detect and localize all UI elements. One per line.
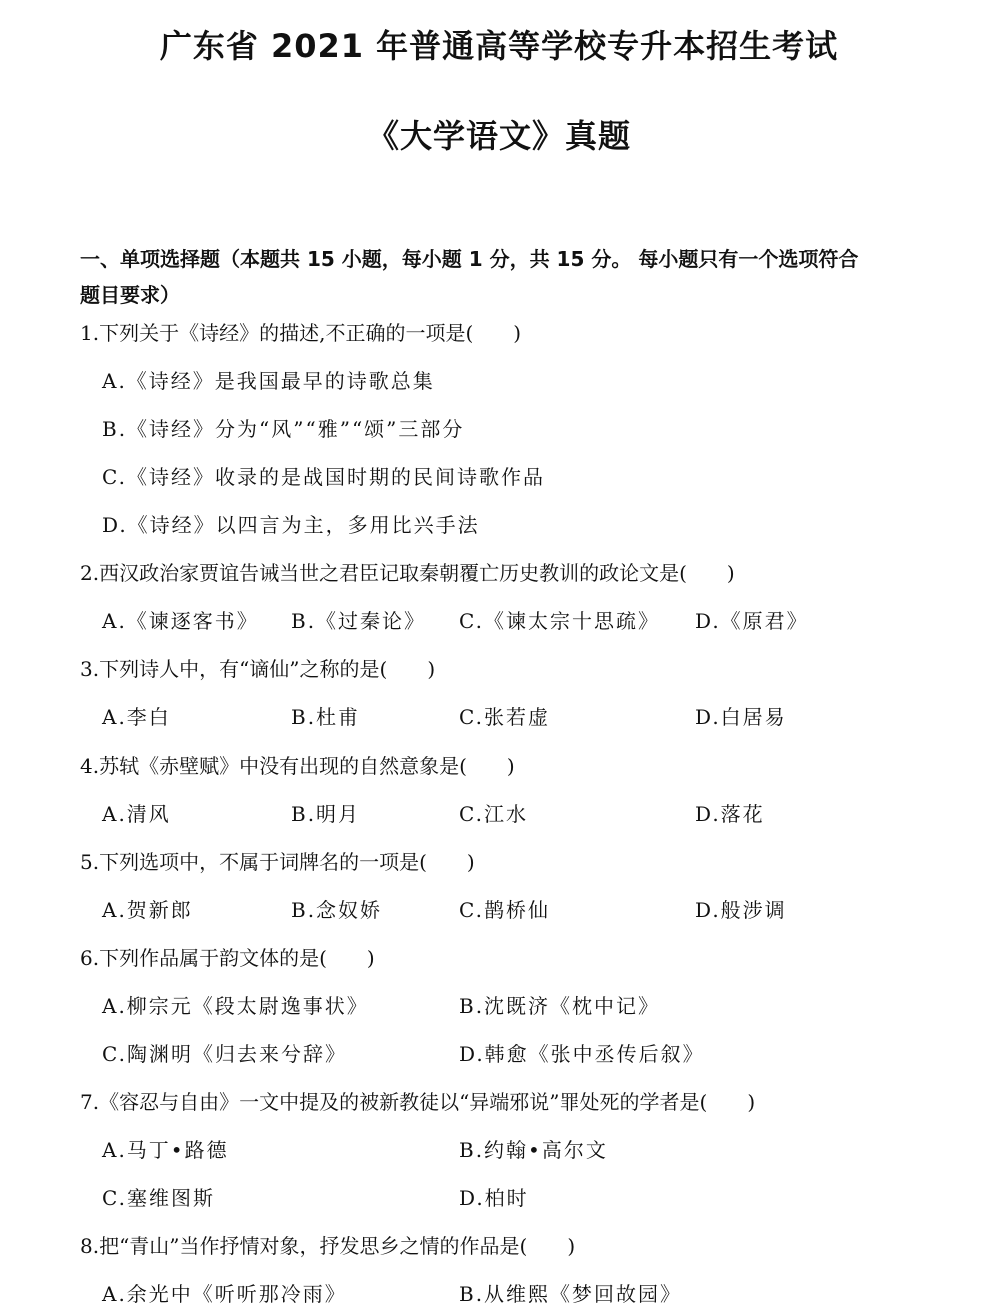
question-5-option-b: B.念奴娇 — [291, 898, 383, 922]
question-4-stem: 4.苏轼《赤壁赋》中没有出现的自然意象是( ) — [80, 754, 515, 778]
question-1-stem: 1.下列关于《诗经》的描述,不正确的一项是( ) — [80, 321, 522, 345]
question-7-option-c: C.塞维图斯 — [102, 1186, 215, 1210]
question-2-stem: 2.西汉政治家贾谊告诫当世之君臣记取秦朝覆亡历史教训的政论文是( ) — [80, 561, 735, 585]
exam-subtitle: 《大学语文》真题 — [366, 117, 631, 155]
question-8-option-a: A.余光中《听听那冷雨》 — [102, 1282, 347, 1306]
question-3-option-a: A.李白 — [102, 705, 171, 729]
question-4-option-b: B.明月 — [291, 802, 361, 826]
question-1-option-b: B.《诗经》分为“风”“雅”“颂”三部分 — [102, 417, 465, 441]
question-6-option-b: B.沈既济《枕中记》 — [459, 994, 661, 1018]
question-3-stem: 3.下列诗人中，有“谪仙”之称的是( ) — [80, 657, 436, 681]
question-2-option-a: A.《谏逐客书》 — [102, 609, 259, 633]
question-6-option-a: A.柳宗元《段太尉逸事状》 — [102, 994, 369, 1018]
question-4-option-c: C.江水 — [459, 802, 528, 826]
exam-title: 广东省 2021 年普通高等学校专升本招生考试 — [159, 27, 839, 65]
question-3-option-d: D.白居易 — [695, 705, 787, 729]
section-heading: 一、单项选择题（本题共 15 小题，每小题 1 分，共 15 分。 每小题只有一个选项符合 — [80, 247, 859, 271]
question-5-option-c: C.鹊桥仙 — [459, 898, 550, 922]
question-3-option-b: B.杜甫 — [291, 705, 361, 729]
question-8-option-b: B.从维熙《梦回故园》 — [459, 1282, 683, 1306]
question-6-option-c: C.陶渊明《归去来兮辞》 — [102, 1042, 347, 1066]
question-6-option-d: D.韩愈《张中丞传后叙》 — [459, 1042, 705, 1066]
question-6-stem: 6.下列作品属于韵文体的是( ) — [80, 946, 375, 970]
question-4-option-d: D.落花 — [695, 802, 765, 826]
question-5-stem: 5.下列选项中，不属于词牌名的一项是( ) — [80, 850, 475, 874]
question-7-option-b: B.约翰•高尔文 — [459, 1138, 608, 1162]
question-5-option-d: D.般涉调 — [695, 898, 787, 922]
question-7-stem: 7.《容忍与自由》一文中提及的被新教徒以“异端邪说”罪处死的学者是( ) — [80, 1090, 756, 1114]
question-1-option-d: D.《诗经》以四言为主，多用比兴手法 — [102, 513, 480, 537]
question-5-option-a: A.贺新郎 — [102, 898, 193, 922]
question-1-option-c: C.《诗经》收录的是战国时期的民间诗歌作品 — [102, 465, 545, 489]
question-4-option-a: A.清风 — [102, 802, 171, 826]
question-8-stem: 8.把“青山”当作抒情对象，抒发思乡之情的作品是( ) — [80, 1234, 576, 1258]
question-7-option-a: A.马丁•路德 — [102, 1138, 229, 1162]
section-heading-continued: 题目要求） — [80, 283, 180, 307]
question-2-option-d: D.《原君》 — [695, 609, 809, 633]
question-3-option-c: C.张若虚 — [459, 705, 550, 729]
question-2-option-b: B.《过秦论》 — [291, 609, 427, 633]
question-2-option-c: C.《谏太宗十思疏》 — [459, 609, 660, 633]
question-7-option-d: D.柏时 — [459, 1186, 529, 1210]
question-1-option-a: A.《诗经》是我国最早的诗歌总集 — [102, 369, 435, 393]
